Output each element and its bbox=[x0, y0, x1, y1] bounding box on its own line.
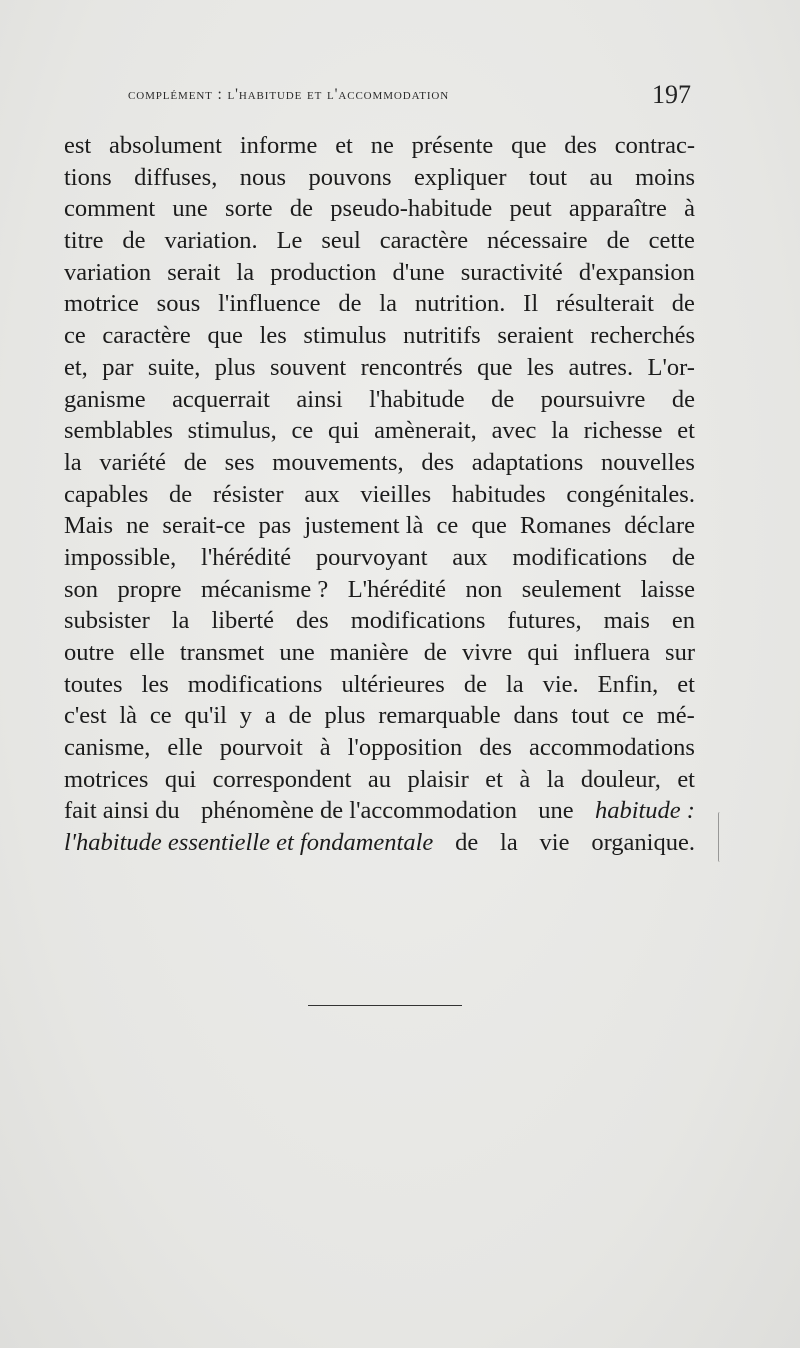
word: une bbox=[279, 639, 315, 666]
word: et bbox=[677, 670, 695, 698]
word: qui bbox=[164, 765, 197, 793]
word: avec bbox=[491, 417, 537, 445]
word: modifications bbox=[187, 670, 323, 698]
word: les bbox=[526, 353, 555, 381]
word: accommodations bbox=[528, 734, 695, 762]
word: nutritifs bbox=[403, 322, 481, 350]
text-line bbox=[64, 764, 695, 796]
word: caractère bbox=[379, 227, 469, 255]
text-line bbox=[64, 542, 695, 574]
word: production bbox=[270, 258, 377, 286]
word: plaisir bbox=[407, 765, 469, 793]
word: et bbox=[335, 132, 353, 159]
word: justement là bbox=[304, 512, 424, 540]
word: elle bbox=[167, 734, 203, 762]
word: de bbox=[606, 227, 630, 255]
word: que bbox=[471, 512, 507, 540]
word: futures, bbox=[507, 607, 582, 635]
word: l'habitude bbox=[369, 385, 465, 413]
word: au bbox=[367, 765, 392, 793]
word: plus bbox=[214, 353, 256, 381]
end-of-chapter-rule bbox=[308, 1005, 462, 1006]
word: poursuivre bbox=[540, 385, 646, 413]
text-line bbox=[64, 510, 695, 542]
word: ses bbox=[224, 448, 255, 476]
text-line bbox=[64, 225, 695, 257]
page-number: 197 bbox=[652, 80, 691, 109]
word: variété bbox=[99, 448, 167, 476]
word: vivre bbox=[461, 639, 513, 666]
word: propre bbox=[117, 575, 182, 603]
text-line bbox=[64, 700, 695, 732]
word: organique. bbox=[591, 829, 695, 857]
word: et bbox=[485, 765, 503, 793]
text-line bbox=[64, 447, 695, 479]
word: stimulus bbox=[303, 322, 387, 350]
word: qui bbox=[527, 639, 559, 666]
text-line bbox=[64, 288, 695, 320]
word: une bbox=[538, 797, 574, 825]
word: de bbox=[183, 448, 207, 476]
word: à bbox=[519, 765, 531, 793]
text-line bbox=[64, 257, 695, 289]
word: de bbox=[423, 639, 447, 666]
word: semblables bbox=[64, 417, 173, 445]
word: de bbox=[289, 195, 314, 223]
word: moins bbox=[635, 163, 695, 191]
word: contrac- bbox=[614, 132, 695, 159]
word: l'opposition bbox=[347, 734, 463, 762]
text-line bbox=[64, 605, 695, 637]
word: y bbox=[239, 702, 253, 730]
word: l'influence bbox=[218, 290, 321, 318]
word: douleur, bbox=[580, 765, 661, 793]
word: de bbox=[455, 829, 479, 857]
word: suite, bbox=[147, 353, 201, 381]
word: titre bbox=[64, 227, 104, 255]
word: ganisme bbox=[64, 385, 146, 413]
word: là bbox=[119, 702, 138, 730]
word: expliquer bbox=[414, 163, 507, 191]
word: déclare bbox=[624, 512, 695, 540]
word: l'habitude essentielle et fondamentale bbox=[64, 829, 434, 857]
word: serait bbox=[167, 258, 221, 286]
word: la bbox=[505, 670, 524, 698]
word: remarquable bbox=[378, 702, 501, 730]
word: pourvoyant bbox=[315, 543, 428, 571]
word: Il bbox=[523, 290, 539, 318]
word: peut bbox=[509, 195, 552, 223]
word: capables bbox=[64, 480, 149, 508]
text-line bbox=[64, 193, 695, 225]
word: modifications bbox=[512, 543, 648, 571]
text-line bbox=[64, 479, 695, 511]
word: de bbox=[671, 385, 695, 413]
word: mé- bbox=[656, 702, 695, 730]
word: laisse bbox=[640, 575, 695, 603]
word: ce bbox=[149, 702, 172, 730]
word: toutes bbox=[64, 670, 123, 698]
word: d'une bbox=[392, 258, 445, 286]
word: dans bbox=[513, 702, 559, 730]
word: seul bbox=[321, 227, 361, 255]
word: congénitales. bbox=[566, 480, 695, 508]
word: présente bbox=[411, 132, 494, 159]
word: ainsi bbox=[296, 385, 343, 413]
text-line bbox=[64, 384, 695, 416]
text-line bbox=[64, 732, 695, 764]
word: et bbox=[677, 417, 695, 445]
word: ce bbox=[622, 702, 644, 730]
word: absolument bbox=[109, 132, 222, 159]
word: vie. bbox=[542, 670, 579, 698]
word: vie bbox=[539, 829, 570, 857]
word: outre bbox=[64, 639, 115, 666]
word: de bbox=[122, 227, 146, 255]
text-line bbox=[64, 795, 695, 827]
word: seulement bbox=[521, 575, 622, 603]
word: ultérieures bbox=[341, 670, 445, 698]
word: phénomène de l'accommodation bbox=[200, 797, 517, 825]
word: aux bbox=[304, 480, 340, 508]
word: non bbox=[465, 575, 503, 603]
word: canisme, bbox=[64, 734, 151, 762]
word: cette bbox=[648, 227, 695, 255]
word: de bbox=[463, 670, 487, 698]
word: adaptations bbox=[471, 448, 584, 476]
word: de bbox=[671, 543, 695, 571]
word: pouvons bbox=[308, 163, 392, 191]
word: la bbox=[64, 448, 82, 476]
word: motrices bbox=[64, 765, 149, 793]
text-line bbox=[64, 637, 695, 669]
word: liberté bbox=[211, 607, 275, 635]
word: qui bbox=[328, 417, 360, 445]
word: variation bbox=[64, 258, 152, 286]
word: Romanes bbox=[519, 512, 612, 540]
word: seraient bbox=[497, 322, 574, 350]
text-line bbox=[64, 827, 695, 859]
word: que bbox=[477, 353, 513, 381]
word: souvent bbox=[269, 353, 347, 381]
running-title: complément : l'habitude et l'accommodation bbox=[128, 86, 450, 103]
word: qu'il bbox=[184, 702, 227, 730]
word: de bbox=[338, 290, 362, 318]
word: des bbox=[479, 734, 512, 762]
word: modifications bbox=[350, 607, 486, 635]
word: que bbox=[511, 132, 547, 159]
word: son bbox=[64, 575, 99, 603]
word: caractère bbox=[102, 322, 191, 350]
word: tout bbox=[528, 163, 568, 191]
margin-bracket-mark bbox=[718, 812, 723, 862]
word: plus bbox=[324, 702, 366, 730]
text-line bbox=[64, 574, 695, 606]
word: rencontrés bbox=[360, 353, 463, 381]
word: ce bbox=[291, 417, 314, 445]
word: manière bbox=[329, 639, 409, 666]
word: serait-ce bbox=[162, 512, 246, 540]
word: vieilles bbox=[360, 480, 432, 508]
word: la bbox=[236, 258, 255, 286]
word: résister bbox=[212, 480, 284, 508]
word: pseudo-habitude bbox=[330, 195, 493, 223]
word: que bbox=[207, 322, 243, 350]
running-head bbox=[0, 80, 800, 114]
word: subsister bbox=[64, 607, 150, 635]
word: L'hérédité bbox=[347, 575, 446, 603]
word: et, bbox=[64, 353, 88, 381]
word: apparaître bbox=[568, 195, 667, 223]
word: stimulus, bbox=[187, 417, 277, 445]
word: aux bbox=[452, 543, 488, 571]
word: et bbox=[677, 765, 695, 793]
word: mouvements, bbox=[272, 448, 404, 476]
word: a bbox=[264, 702, 276, 730]
word: variation. bbox=[164, 227, 258, 255]
word: d'expansion bbox=[578, 258, 695, 286]
word: correspondent bbox=[212, 765, 352, 793]
word: ce bbox=[436, 512, 459, 540]
word: des bbox=[421, 448, 455, 476]
word: la bbox=[171, 607, 190, 635]
word: autres. bbox=[568, 353, 634, 381]
word: sur bbox=[665, 639, 695, 666]
word: mais bbox=[603, 607, 650, 635]
word: fait ainsi du bbox=[64, 797, 180, 825]
word: pourvoit bbox=[219, 734, 303, 762]
text-line bbox=[64, 130, 695, 162]
word: la bbox=[500, 829, 518, 857]
word: la bbox=[551, 417, 569, 445]
word: de bbox=[671, 290, 695, 318]
word: Mais bbox=[64, 512, 113, 540]
word: sous bbox=[156, 290, 201, 318]
word: est bbox=[64, 132, 92, 159]
word: nouvelles bbox=[601, 448, 695, 476]
word: de bbox=[491, 385, 515, 413]
text-line bbox=[64, 352, 695, 384]
word: transmet bbox=[179, 639, 265, 666]
word: les bbox=[259, 322, 287, 350]
text-line bbox=[64, 669, 695, 701]
word: des bbox=[296, 607, 329, 635]
word: ne bbox=[370, 132, 394, 159]
word: tout bbox=[571, 702, 610, 730]
word: l'hérédité bbox=[201, 543, 292, 571]
word: influera bbox=[573, 639, 650, 666]
word: nécessaire bbox=[487, 227, 588, 255]
word: Enfin, bbox=[597, 670, 659, 698]
word: nous bbox=[239, 163, 287, 191]
word: à bbox=[319, 734, 331, 762]
word: par bbox=[102, 353, 134, 381]
word: habitudes bbox=[451, 480, 546, 508]
word: de bbox=[288, 702, 312, 730]
word: habitude : bbox=[594, 797, 695, 825]
word: richesse bbox=[583, 417, 663, 445]
word: sorte bbox=[225, 195, 273, 223]
text-line bbox=[64, 415, 695, 447]
word: informe bbox=[239, 132, 318, 159]
text-line bbox=[64, 162, 695, 194]
word: L'or- bbox=[647, 353, 695, 381]
word: acquerrait bbox=[172, 385, 270, 413]
word: amènerait, bbox=[374, 417, 477, 445]
word: impossible, bbox=[64, 543, 177, 571]
word: pas bbox=[258, 512, 292, 540]
text-line bbox=[64, 320, 695, 352]
word: en bbox=[671, 607, 695, 635]
word: comment bbox=[64, 195, 156, 223]
word: de bbox=[169, 480, 193, 508]
word: ce bbox=[64, 322, 86, 350]
word: tions bbox=[64, 163, 112, 191]
word: recherchés bbox=[590, 322, 695, 350]
word: des bbox=[564, 132, 597, 159]
word: la bbox=[546, 765, 565, 793]
word: suractivité bbox=[460, 258, 563, 286]
word: mécanisme ? bbox=[201, 575, 329, 603]
word: à bbox=[684, 195, 695, 223]
word: la bbox=[379, 290, 397, 318]
word: diffuses, bbox=[134, 163, 218, 191]
word: nutrition. bbox=[414, 290, 506, 318]
word: elle bbox=[129, 639, 165, 666]
word: ne bbox=[126, 512, 150, 540]
word: Le bbox=[276, 227, 303, 255]
word: au bbox=[589, 163, 613, 191]
word: une bbox=[172, 195, 208, 223]
word: motrice bbox=[64, 290, 139, 318]
word: les bbox=[141, 670, 169, 698]
body-text bbox=[64, 130, 695, 859]
word: c'est bbox=[64, 702, 107, 730]
word: résulterait bbox=[555, 290, 654, 318]
